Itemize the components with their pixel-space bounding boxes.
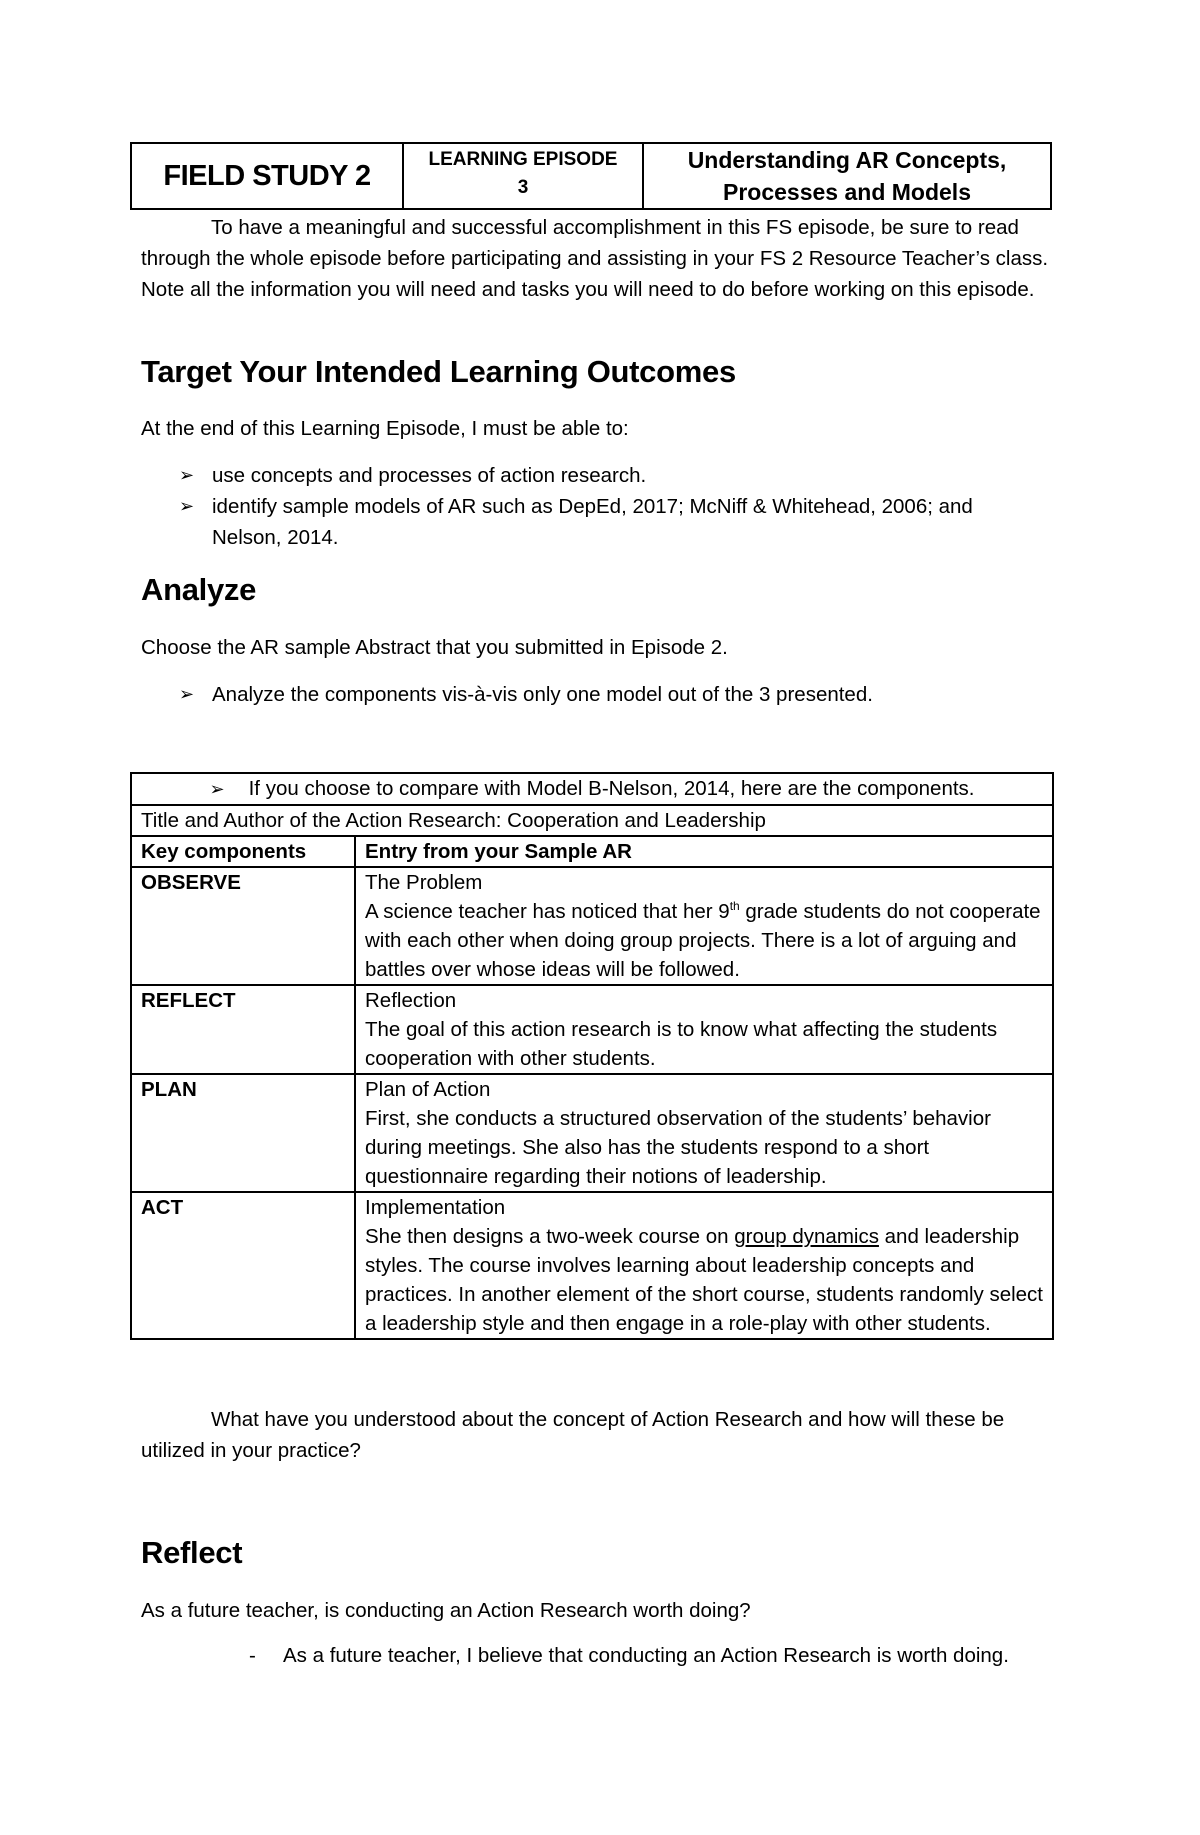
reflect-heading: Reflect [141, 1535, 243, 1570]
arrow-bullet-icon: ➢ [179, 496, 195, 516]
table-title-row [131, 805, 1053, 836]
entry-text: The goal of this action research is to know what affecting the students cooperation with other students. [365, 1018, 998, 1070]
entry-title: Plan of Action [365, 1078, 491, 1101]
action-research-table [130, 772, 1054, 1340]
entry-title: The Problem [365, 871, 483, 894]
reflect-lead: As a future teacher, is conducting an Action Research worth doing? [141, 1599, 751, 1622]
entry-text: First, she conducts a structured observation of the students’ behavior during meetings. She also has the students respond to a short questionnaire regarding their notions of leadership. [365, 1107, 991, 1188]
table-caption: If you choose to compare with Model B-Nelson, 2014, here are the components. [248, 777, 975, 800]
entry-reflect [355, 985, 1053, 1074]
dash-bullet: - [249, 1644, 256, 1667]
reflect-answer-text: As a future teacher, I believe that conducting an Action Research is worth doing. [283, 1644, 1009, 1667]
episode-title-line1: Understanding AR Concepts, [687, 147, 1007, 173]
question-paragraph [141, 1404, 1061, 1466]
key-component-plan: PLAN [131, 1074, 355, 1192]
episode-title [643, 143, 1051, 209]
analyze-lead: Choose the AR sample Abstract that you submitted in Episode 2. [141, 636, 728, 659]
learning-episode-number: 3 [517, 177, 529, 198]
table-header-row [131, 836, 1053, 867]
header-table [130, 142, 1052, 210]
entry-title: Reflection [365, 989, 457, 1012]
entry-act [355, 1192, 1053, 1339]
entry-text-part: She then designs a two-week course on [365, 1225, 735, 1248]
field-study-label: FIELD STUDY 2 [131, 143, 403, 209]
group-dynamics-link[interactable]: group dynamics [734, 1225, 879, 1248]
table-row [131, 985, 1053, 1074]
arrow-bullet-icon: ➢ [179, 465, 195, 485]
target-bullet-2: identify sample models of AR such as DepEd, 2017; McNiff & Whitehead, 2006; and Nelson, 2014. [212, 495, 973, 549]
entry-text-part: A science teacher has noticed that her 9 [365, 900, 730, 923]
intro-text: To have a meaningful and successful accomplishment in this FS episode, be sure to read through the whole episode before participating and assisting in your FS 2 Resource Teacher’s class. Note all the information you will need and tasks you will need to do before working on this episode. [141, 216, 1049, 301]
entry-plan [355, 1074, 1053, 1192]
table-row [131, 1074, 1053, 1192]
list-item [141, 679, 1041, 710]
intro-paragraph [141, 212, 1056, 305]
arrow-bullet-icon: ➢ [209, 779, 225, 799]
entry-observe [355, 867, 1053, 985]
key-component-reflect: REFLECT [131, 985, 355, 1074]
arrow-bullet-icon: ➢ [179, 684, 195, 704]
table-title: Title and Author of the Action Research: Cooperation and Leadership [131, 805, 1053, 836]
table-caption-row [131, 773, 1053, 805]
table-row [131, 1192, 1053, 1339]
entry-text [365, 897, 1043, 984]
list-item [141, 460, 1041, 491]
target-bullet-1: use concepts and processes of action research. [212, 464, 647, 487]
target-lead: At the end of this Learning Episode, I must be able to: [141, 417, 629, 440]
column-header-entry: Entry from your Sample AR [355, 836, 1053, 867]
target-heading: Target Your Intended Learning Outcomes [141, 354, 736, 389]
list-item [141, 491, 1041, 553]
key-component-observe: OBSERVE [131, 867, 355, 985]
learning-episode-line1: LEARNING EPISODE [428, 149, 618, 170]
reflect-answer [249, 1640, 1009, 1671]
analyze-bullet: Analyze the components vis-à-vis only one model out of the 3 presented. [212, 683, 873, 706]
episode-title-line2: Processes and Models [723, 179, 971, 205]
entry-title: Implementation [365, 1196, 506, 1219]
entry-text [365, 1222, 1043, 1338]
analyze-bullet-list [141, 679, 1041, 710]
target-bullet-list [141, 460, 1041, 553]
column-header-key-components: Key components [131, 836, 355, 867]
entry-text-part: and leadership styles. The course involves learning about leadership concepts and practices. In another element of the short course, students randomly select a leadership style and then engage in a role-play with other students. [365, 1225, 1043, 1335]
entry-text-part: grade students do not cooperate with each other when doing group projects. There is a lot of arguing and battles over whose ideas will be followed. [365, 900, 1041, 981]
ordinal-suffix: th [729, 899, 740, 914]
analyze-heading: Analyze [141, 572, 257, 607]
key-component-act: ACT [131, 1192, 355, 1339]
table-row [131, 867, 1053, 985]
question-text: What have you understood about the concept of Action Research and how will these be utilized in your practice? [141, 1408, 1005, 1462]
learning-episode-label [403, 143, 643, 209]
